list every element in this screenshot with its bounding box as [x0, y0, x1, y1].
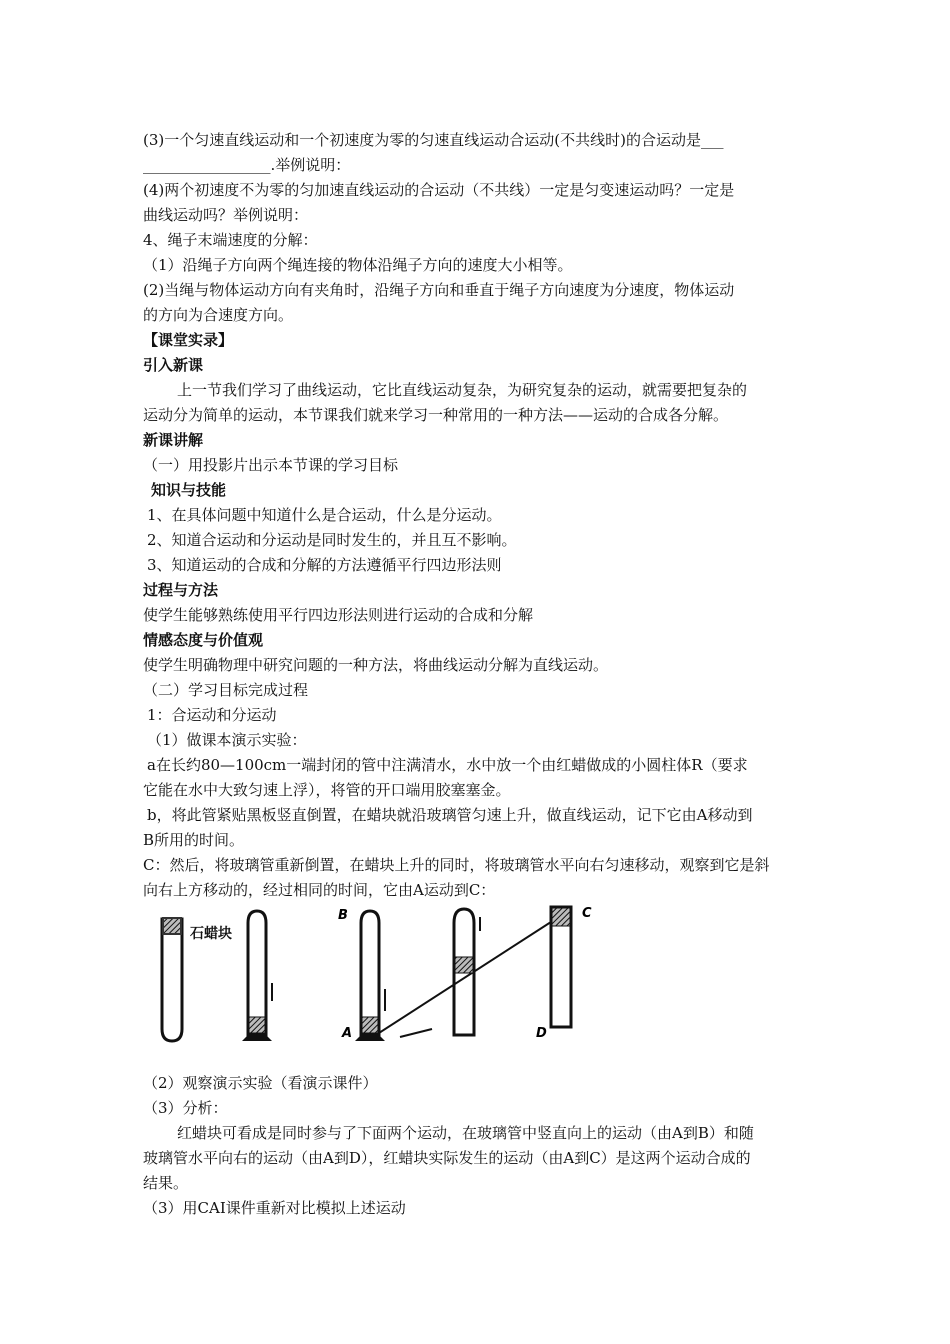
- experiment-c-line2: 向右上方移动的，经过相同的时间，它由A运动到C：: [143, 881, 496, 899]
- intro-heading: 引入新课: [143, 356, 204, 374]
- section4-point2-line2: 的方向为合速度方向。: [143, 306, 294, 324]
- new-lesson-heading: 新课讲解: [143, 431, 204, 449]
- section4-title: 4、绳子末端速度的分解：: [143, 231, 318, 249]
- knowledge-item-2: 2、知道合运动和分运动是同时发生的，并且互不影响。: [147, 531, 517, 549]
- tube-4: [454, 909, 480, 1035]
- tube-1: [162, 917, 182, 1041]
- class-record-heading: 【课堂实录】: [143, 331, 234, 349]
- goal-title: （一）用投影片出示本节课的学习目标: [143, 456, 399, 474]
- experiment-a-line2: 它能在水中大致匀速上浮），将管的开口端用胶塞塞金。: [143, 781, 511, 799]
- tube-2: [242, 911, 272, 1041]
- knowledge-item-1: 1、在具体问题中知道什么是合运动，什么是分运动。: [147, 506, 502, 524]
- tube-3: [338, 908, 432, 1041]
- motion-item-1: 1：合运动和分运动: [147, 706, 277, 724]
- motion-item-1-1: （1）做课本演示实验：: [147, 731, 307, 749]
- knowledge-heading: 知识与技能: [151, 481, 227, 499]
- wax-block-3: [362, 1017, 378, 1033]
- q4-line2: 曲线运动吗？举例说明：: [143, 206, 309, 224]
- label-b: B: [338, 908, 348, 923]
- wax-block-5: [552, 908, 570, 926]
- experiment-a-line1: a在长约80—100cm一端封闭的管中注满清水，水中放一个由红蜡做成的小圆柱体R（要求: [147, 756, 748, 774]
- experiment-c-line1: C：然后，将玻璃管重新倒置，在蜡块上升的同时，将玻璃管水平向右匀速移动，观察到它是斜: [143, 856, 770, 874]
- label-d: D: [536, 1026, 547, 1041]
- section4-point1: （1）沿绳子方向两个绳连接的物体沿绳子方向的速度大小相等。: [143, 256, 573, 274]
- analysis-line3: 结果。: [143, 1174, 189, 1192]
- process-text: 使学生能够熟练使用平行四边形法则进行运动的合成和分解: [143, 606, 534, 624]
- glass-tube-diagram: [150, 901, 606, 1049]
- observe-text: （2）观察演示实验（看演示课件）: [143, 1074, 378, 1092]
- wax-block-2: [249, 1017, 265, 1033]
- cai-text: （3）用CAI课件重新对比模拟上述运动: [143, 1199, 406, 1217]
- analysis-line2: 玻璃管水平向右的运动（由A到D），红蜡块实际发生的运动（由A到C）是这两个运动合成的: [143, 1149, 751, 1167]
- wax-label: 石蜡块: [190, 926, 232, 942]
- wax-block-4: [455, 957, 473, 973]
- experiment-figure: [150, 901, 606, 1049]
- intro-line2: 运动分为简单的运动，本节课我们就来学习一种常用的一种方法——运动的合成各分解。: [143, 406, 729, 424]
- knowledge-item-3: 3、知道运动的合成和分解的方法遵循平行四边形法则: [147, 556, 502, 574]
- label-a: A: [342, 1026, 353, 1041]
- emotion-text: 使学生明确物理中研究问题的一种方法，将曲线运动分解为直线运动。: [143, 656, 609, 674]
- q4-line1: (4)两个初速度不为零的匀加速直线运动的合运动（不共线）一定是匀变速运动吗？一定是: [143, 181, 735, 199]
- q3-line2: _________________.举例说明：: [143, 156, 351, 174]
- experiment-b-line2: B所用的时间。: [143, 831, 245, 849]
- top-section: [143, 128, 811, 903]
- intro-line1: 上一节我们学习了曲线运动，它比直线运动复杂，为研究复杂的运动，就需要把复杂的: [177, 381, 748, 399]
- emotion-heading: 情感态度与价值观: [143, 631, 264, 649]
- process-heading: 过程与方法: [143, 581, 219, 599]
- bottom-section: [143, 1071, 811, 1221]
- analysis-line1: 红蜡块可看成是同时参与了下面两个运动，在玻璃管中竖直向上的运动（由A到B）和随: [177, 1124, 754, 1142]
- experiment-b-line1: b，将此管紧贴黑板竖直倒置，在蜡块就沿玻璃管匀速上升，做直线运动，记下它由A移动到: [147, 806, 753, 824]
- label-c: C: [582, 906, 592, 921]
- q3-line1: (3)一个匀速直线运动和一个初速度为零的匀速直线运动合运动(不共线时)的合运动是___: [143, 131, 724, 149]
- section4-point2-line1: (2)当绳与物体运动方向有夹角时，沿绳子方向和垂直于绳子方向速度为分速度，物体运动: [143, 281, 735, 299]
- goal2-title: （二）学习目标完成过程: [143, 681, 309, 699]
- analysis-title: （3）分析：: [143, 1099, 228, 1117]
